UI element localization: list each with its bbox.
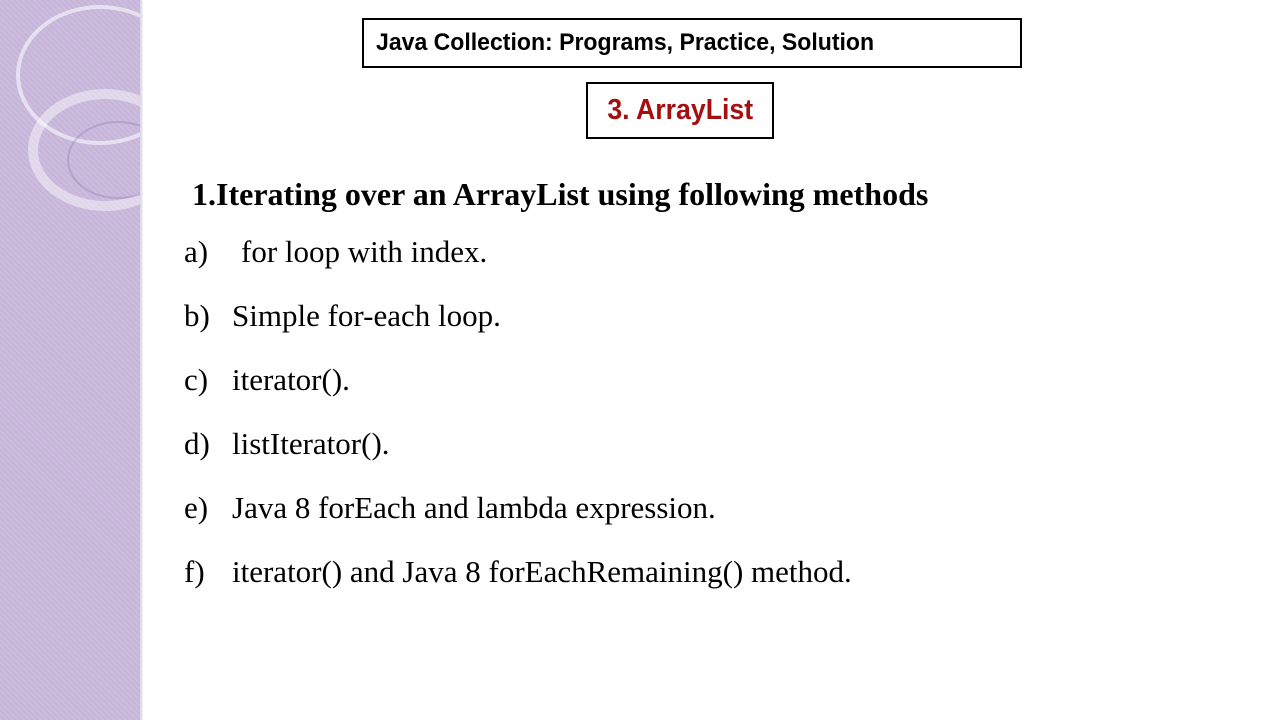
- section-title: 3. ArrayList: [607, 94, 753, 126]
- list-marker: e): [184, 490, 209, 525]
- list-item-text: listIterator().: [232, 426, 390, 461]
- list-item: [184, 554, 852, 618]
- method-list: [184, 234, 852, 618]
- section-box: [586, 82, 774, 139]
- list-item-text: iterator().: [232, 362, 350, 397]
- list-item-text: Simple for-each loop.: [232, 298, 501, 333]
- list-item-text: for loop with index.: [241, 234, 488, 269]
- content-heading: 1.Iterating over an ArrayList using following methods: [192, 176, 929, 212]
- list-marker: c): [184, 362, 209, 397]
- sidebar-edge: [140, 0, 143, 720]
- title-box: [362, 18, 1022, 68]
- page-title: Java Collection: Programs, Practice, Solution: [376, 29, 875, 56]
- list-item: [184, 298, 852, 362]
- decorative-rings: [0, 0, 140, 720]
- list-item: [184, 426, 852, 490]
- list-marker: a): [184, 234, 209, 269]
- list-item-text: iterator() and Java 8 forEachRemaining() method.: [232, 554, 852, 589]
- list-item: [184, 490, 852, 554]
- ring-inner: [68, 122, 140, 198]
- list-item: [184, 234, 852, 298]
- list-marker: f): [184, 554, 205, 589]
- decorative-sidebar: [0, 0, 140, 720]
- list-marker: b): [184, 298, 210, 333]
- list-item: [184, 362, 852, 426]
- list-marker: d): [184, 426, 210, 461]
- list-item-text: Java 8 forEach and lambda expression.: [232, 490, 716, 525]
